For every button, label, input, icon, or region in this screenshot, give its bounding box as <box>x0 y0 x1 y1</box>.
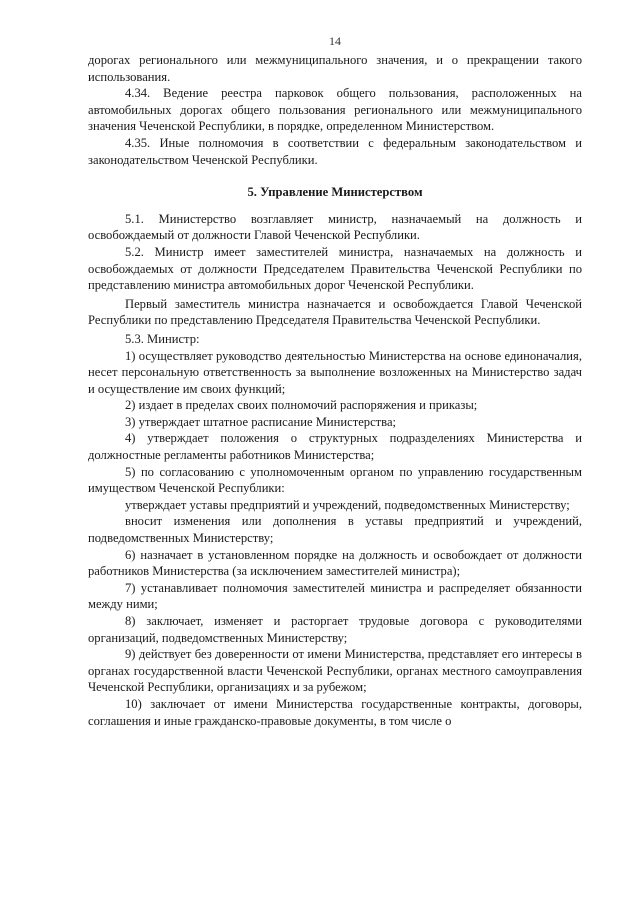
paragraph-5-3: 5.3. Министр: <box>125 331 200 346</box>
list-item-5-sub-2: вносит изменения или дополнения в уставы предприятий и учреждений, подведомственных Министерству; <box>88 514 582 546</box>
paragraph-5-2: 5.2. Министр имеет заместителей министра, назначаемых на должность и освобождаемых от должности Председателем Правительства Чеченской Республики по представлению министра автомобильных дорог Чеченской Республики. <box>88 244 582 293</box>
section-title: 5. Управление Министерством <box>247 185 423 200</box>
list-item-8: 8) заключает, изменяет и расторгает трудовые договора с руководителями организаций, подведомственных Министерству; <box>88 614 582 645</box>
list-item-5-sub-1: утверждает уставы предприятий и учреждений, подведомственных Министерству; <box>125 497 570 512</box>
list-item-7: 7) устанавливает полномочия заместителей министра и распределяет обязанности между ними; <box>88 580 582 612</box>
paragraph-5-1: 5.1. Министерство возглавляет министр, назначаемый на должность и освобождаемый от должности Главой Чеченской Республики. <box>88 211 582 243</box>
list-item-2: 2) издает в пределах своих полномочий распоряжения и приказы; <box>125 398 478 413</box>
paragraph-4-35: 4.35. Иные полномочия в соответствии с федеральным законодательством и законодательством Чеченской Республики. <box>88 135 582 167</box>
list-item-1: 1) осуществляет руководство деятельностью Министерства на основе единоначалия, несет персональную ответственность за выполнение возложенных на Министерство задач и осуществление им своих функций; <box>88 348 582 396</box>
document-page <box>88 34 582 729</box>
list-item-4: 4) утверждает положения о структурных подразделениях Министерства и должностные регламенты работников Министерства; <box>88 431 582 463</box>
list-item-6: 6) назначает в установленном порядке на должность и освобождает от должности работников Министерства (за исключением заместителей министра); <box>88 547 582 579</box>
paragraph-first-deputy: Первый заместитель министра назначается и освобождается Главой Чеченской Республики по представлению Председателя Правительства Чеченской Республики. <box>88 296 582 328</box>
paragraph-4-34: 4.34. Ведение реестра парковок общего пользования, расположенных на автомобильных дорогах общего пользования регионального или межмуниципального значения Чеченской Республики, в порядке, определенном Министерством. <box>88 86 582 134</box>
list-item-9: 9) действует без доверенности от имени Министерства, представляет его интересы в органах государственной власти Чеченской Республики, органах местного самоуправления Чеченской Республики, организациях и за рубежом; <box>88 647 582 695</box>
list-item-10: 10) заключает от имени Министерства государственные контракты, договоры, соглашения и иные гражданско-правовые документы, в том числе о <box>88 696 582 728</box>
list-item-3: 3) утверждает штатное расписание Министерства; <box>125 414 397 429</box>
page-number: 14 <box>329 34 341 48</box>
paragraph-continuation: дорогах регионального или межмуниципального значения, и о прекращении такого использования. <box>88 53 582 84</box>
list-item-5: 5) по согласованию с уполномоченным органом по управлению государственным имуществом Чеченской Республики: <box>88 464 582 496</box>
